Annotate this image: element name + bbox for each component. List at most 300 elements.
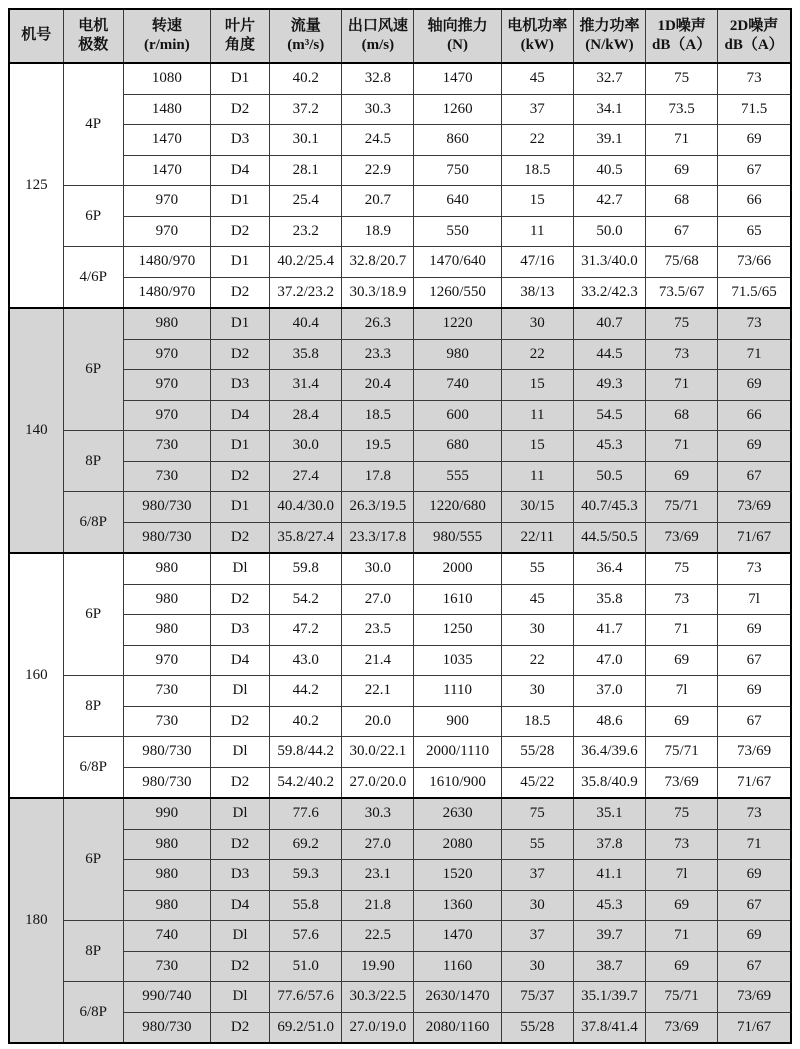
table-row [9, 339, 791, 370]
cell-thrust-power: 44.5/50.5 [573, 522, 645, 553]
cell-noise-2d: 71.5/65 [718, 277, 791, 308]
cell-axial-thrust: 640 [414, 186, 501, 217]
header-motor-poles [63, 9, 123, 63]
cell-blade-angle: D1 [210, 247, 269, 278]
cell-motor-power: 45 [501, 584, 573, 615]
cell-speed: 980/730 [123, 492, 210, 523]
cell-outlet-velocity: 23.3 [342, 339, 414, 370]
cell-speed: 1470 [123, 125, 210, 156]
cell-motor-poles: 6P [63, 308, 123, 431]
table-row [9, 522, 791, 553]
cell-noise-1d: 69 [646, 461, 718, 492]
cell-axial-thrust: 555 [414, 461, 501, 492]
cell-noise-2d: 73/69 [718, 737, 791, 768]
cell-speed: 730 [123, 676, 210, 707]
cell-noise-1d: 69 [646, 706, 718, 737]
cell-motor-power: 75/37 [501, 982, 573, 1013]
header-noise-1d-line: 1D噪声 [657, 17, 706, 34]
cell-noise-2d: 7l [718, 584, 791, 615]
table-row [9, 951, 791, 982]
table-row [9, 370, 791, 401]
cell-noise-1d: 71 [646, 615, 718, 646]
cell-speed: 980/730 [123, 522, 210, 553]
cell-outlet-velocity: 27.0/19.0 [342, 1012, 414, 1043]
cell-axial-thrust: 1220/680 [414, 492, 501, 523]
cell-speed: 980 [123, 890, 210, 921]
cell-motor-power: 45/22 [501, 767, 573, 798]
cell-flow: 69.2 [270, 829, 342, 860]
cell-noise-2d: 67 [718, 461, 791, 492]
cell-outlet-velocity: 26.3/19.5 [342, 492, 414, 523]
header-row [9, 9, 791, 63]
cell-thrust-power: 35.8/40.9 [573, 767, 645, 798]
cell-flow: 25.4 [270, 186, 342, 217]
cell-speed: 970 [123, 645, 210, 676]
cell-speed: 1080 [123, 63, 210, 94]
table-row [9, 247, 791, 278]
cell-blade-angle: D2 [210, 706, 269, 737]
cell-thrust-power: 40.5 [573, 155, 645, 186]
cell-outlet-velocity: 30.0 [342, 553, 414, 584]
cell-blade-angle: Dl [210, 798, 269, 829]
cell-outlet-velocity: 30.3 [342, 798, 414, 829]
cell-axial-thrust: 2000 [414, 553, 501, 584]
cell-noise-1d: 73/69 [646, 767, 718, 798]
cell-noise-2d: 73/69 [718, 492, 791, 523]
cell-axial-thrust: 2630/1470 [414, 982, 501, 1013]
header-flow-line: 流量 [290, 17, 321, 34]
table-row [9, 737, 791, 768]
cell-outlet-velocity: 21.4 [342, 645, 414, 676]
cell-motor-power: 30 [501, 615, 573, 646]
cell-motor-power: 11 [501, 400, 573, 431]
cell-thrust-power: 40.7/45.3 [573, 492, 645, 523]
cell-noise-2d: 69 [718, 125, 791, 156]
cell-motor-power: 45 [501, 63, 573, 94]
cell-thrust-power: 35.1/39.7 [573, 982, 645, 1013]
cell-speed: 990/740 [123, 982, 210, 1013]
cell-outlet-velocity: 20.7 [342, 186, 414, 217]
cell-flow: 43.0 [270, 645, 342, 676]
cell-noise-1d: 71 [646, 431, 718, 462]
cell-axial-thrust: 750 [414, 155, 501, 186]
cell-axial-thrust: 1360 [414, 890, 501, 921]
cell-motor-poles: 8P [63, 676, 123, 737]
cell-noise-1d: 7l [646, 676, 718, 707]
cell-noise-1d: 73/69 [646, 522, 718, 553]
cell-machine-no: 125 [9, 63, 63, 308]
cell-thrust-power: 38.7 [573, 951, 645, 982]
cell-outlet-velocity: 19.5 [342, 431, 414, 462]
cell-flow: 59.8 [270, 553, 342, 584]
cell-noise-1d: 75/71 [646, 492, 718, 523]
cell-noise-1d: 71 [646, 125, 718, 156]
cell-thrust-power: 36.4/39.6 [573, 737, 645, 768]
cell-speed: 990 [123, 798, 210, 829]
cell-noise-1d: 75 [646, 553, 718, 584]
cell-axial-thrust: 860 [414, 125, 501, 156]
cell-speed: 730 [123, 706, 210, 737]
cell-flow: 40.2 [270, 706, 342, 737]
header-blade-angle [210, 9, 269, 63]
cell-blade-angle: D1 [210, 308, 269, 339]
cell-outlet-velocity: 26.3 [342, 308, 414, 339]
table-header [9, 9, 791, 63]
cell-noise-2d: 69 [718, 860, 791, 891]
cell-blade-angle: D2 [210, 522, 269, 553]
cell-motor-power: 22/11 [501, 522, 573, 553]
cell-noise-2d: 73/69 [718, 982, 791, 1013]
cell-noise-1d: 69 [646, 890, 718, 921]
cell-speed: 970 [123, 339, 210, 370]
cell-thrust-power: 39.1 [573, 125, 645, 156]
cell-axial-thrust: 1035 [414, 645, 501, 676]
cell-axial-thrust: 1610/900 [414, 767, 501, 798]
cell-blade-angle: D3 [210, 615, 269, 646]
cell-axial-thrust: 2630 [414, 798, 501, 829]
cell-outlet-velocity: 22.1 [342, 676, 414, 707]
cell-noise-2d: 71 [718, 339, 791, 370]
cell-motor-poles: 6/8P [63, 737, 123, 799]
header-flow-line: (m³/s) [287, 37, 325, 53]
cell-flow: 27.4 [270, 461, 342, 492]
cell-axial-thrust: 1110 [414, 676, 501, 707]
cell-speed: 970 [123, 370, 210, 401]
cell-noise-1d: 73 [646, 339, 718, 370]
header-outlet-velocity [342, 9, 414, 63]
cell-motor-poles: 4P [63, 63, 123, 186]
header-speed-line: (r/min) [143, 37, 190, 53]
table-row [9, 216, 791, 247]
cell-flow: 77.6 [270, 798, 342, 829]
cell-axial-thrust: 980/555 [414, 522, 501, 553]
table-row [9, 308, 791, 339]
cell-noise-1d: 75/71 [646, 737, 718, 768]
cell-motor-power: 22 [501, 125, 573, 156]
cell-noise-1d: 68 [646, 400, 718, 431]
cell-flow: 35.8 [270, 339, 342, 370]
cell-blade-angle: D4 [210, 890, 269, 921]
header-machine-no [9, 9, 63, 63]
header-blade-angle-line: 叶片 [225, 17, 256, 34]
cell-motor-power: 37 [501, 860, 573, 891]
cell-flow: 28.4 [270, 400, 342, 431]
cell-flow: 37.2 [270, 94, 342, 125]
cell-noise-2d: 71/67 [718, 522, 791, 553]
cell-motor-poles: 4/6P [63, 247, 123, 309]
cell-blade-angle: Dl [210, 737, 269, 768]
cell-motor-power: 15 [501, 186, 573, 217]
cell-speed: 740 [123, 921, 210, 952]
header-noise-1d-line: dB（A） [652, 37, 712, 53]
cell-axial-thrust: 680 [414, 431, 501, 462]
cell-motor-poles: 6/8P [63, 492, 123, 554]
cell-blade-angle: D2 [210, 339, 269, 370]
table-row [9, 676, 791, 707]
cell-noise-2d: 69 [718, 676, 791, 707]
cell-noise-2d: 71 [718, 829, 791, 860]
header-noise-2d [718, 9, 791, 63]
cell-blade-angle: Dl [210, 553, 269, 584]
header-motor-power-line: 电机功率 [507, 17, 568, 34]
cell-blade-angle: D2 [210, 951, 269, 982]
cell-outlet-velocity: 32.8 [342, 63, 414, 94]
cell-flow: 47.2 [270, 615, 342, 646]
header-motor-poles-line: 电机 [78, 17, 109, 34]
cell-outlet-velocity: 23.1 [342, 860, 414, 891]
cell-flow: 59.8/44.2 [270, 737, 342, 768]
cell-speed: 980 [123, 308, 210, 339]
cell-blade-angle: D2 [210, 94, 269, 125]
cell-speed: 980 [123, 553, 210, 584]
cell-flow: 40.2 [270, 63, 342, 94]
cell-noise-2d: 73/66 [718, 247, 791, 278]
cell-speed: 970 [123, 400, 210, 431]
cell-blade-angle: Dl [210, 921, 269, 952]
cell-speed: 970 [123, 186, 210, 217]
cell-noise-2d: 65 [718, 216, 791, 247]
cell-motor-power: 15 [501, 431, 573, 462]
cell-blade-angle: D2 [210, 584, 269, 615]
cell-noise-1d: 75/71 [646, 982, 718, 1013]
cell-thrust-power: 37.8/41.4 [573, 1012, 645, 1043]
table-row [9, 584, 791, 615]
cell-axial-thrust: 1470 [414, 63, 501, 94]
cell-noise-2d: 66 [718, 400, 791, 431]
cell-motor-power: 37 [501, 94, 573, 125]
table-body [9, 63, 791, 1043]
cell-thrust-power: 37.8 [573, 829, 645, 860]
table-row [9, 921, 791, 952]
cell-flow: 51.0 [270, 951, 342, 982]
cell-outlet-velocity: 30.0/22.1 [342, 737, 414, 768]
cell-axial-thrust: 1250 [414, 615, 501, 646]
cell-thrust-power: 34.1 [573, 94, 645, 125]
cell-axial-thrust: 2080/1160 [414, 1012, 501, 1043]
cell-axial-thrust: 1470/640 [414, 247, 501, 278]
cell-noise-1d: 75 [646, 798, 718, 829]
cell-motor-power: 38/13 [501, 277, 573, 308]
cell-noise-2d: 67 [718, 951, 791, 982]
cell-thrust-power: 45.3 [573, 890, 645, 921]
cell-noise-2d: 73 [718, 63, 791, 94]
cell-blade-angle: D1 [210, 63, 269, 94]
table-row [9, 860, 791, 891]
cell-outlet-velocity: 21.8 [342, 890, 414, 921]
cell-flow: 40.4/30.0 [270, 492, 342, 523]
cell-noise-2d: 69 [718, 431, 791, 462]
cell-noise-2d: 69 [718, 615, 791, 646]
cell-outlet-velocity: 22.9 [342, 155, 414, 186]
cell-noise-1d: 75 [646, 63, 718, 94]
cell-motor-poles: 6/8P [63, 982, 123, 1044]
cell-motor-poles: 8P [63, 431, 123, 492]
cell-machine-no: 160 [9, 553, 63, 798]
cell-outlet-velocity: 23.5 [342, 615, 414, 646]
cell-outlet-velocity: 27.0 [342, 584, 414, 615]
header-axial-thrust-line: 轴向推力 [427, 17, 488, 34]
header-outlet-velocity-line: 出口风速 [347, 17, 408, 34]
cell-outlet-velocity: 30.3/18.9 [342, 277, 414, 308]
cell-outlet-velocity: 32.8/20.7 [342, 247, 414, 278]
table-row [9, 829, 791, 860]
cell-outlet-velocity: 30.3/22.5 [342, 982, 414, 1013]
table-row [9, 431, 791, 462]
cell-blade-angle: D4 [210, 645, 269, 676]
table-row [9, 492, 791, 523]
cell-blade-angle: D2 [210, 216, 269, 247]
cell-speed: 730 [123, 431, 210, 462]
cell-outlet-velocity: 17.8 [342, 461, 414, 492]
cell-motor-power: 18.5 [501, 155, 573, 186]
cell-axial-thrust: 1260/550 [414, 277, 501, 308]
cell-thrust-power: 39.7 [573, 921, 645, 952]
cell-blade-angle: D1 [210, 431, 269, 462]
table-row [9, 400, 791, 431]
table-row [9, 63, 791, 94]
cell-speed: 730 [123, 951, 210, 982]
cell-axial-thrust: 1470 [414, 921, 501, 952]
cell-motor-poles: 6P [63, 186, 123, 247]
cell-motor-power: 22 [501, 645, 573, 676]
cell-machine-no: 140 [9, 308, 63, 553]
table-row [9, 890, 791, 921]
cell-axial-thrust: 1160 [414, 951, 501, 982]
cell-thrust-power: 44.5 [573, 339, 645, 370]
header-flow [270, 9, 342, 63]
header-speed-line: 转速 [151, 17, 182, 34]
cell-noise-1d: 73.5/67 [646, 277, 718, 308]
table-row [9, 277, 791, 308]
cell-motor-poles: 6P [63, 798, 123, 921]
header-speed [123, 9, 210, 63]
cell-axial-thrust: 2000/1110 [414, 737, 501, 768]
cell-thrust-power: 36.4 [573, 553, 645, 584]
cell-thrust-power: 35.8 [573, 584, 645, 615]
cell-axial-thrust: 550 [414, 216, 501, 247]
table-row [9, 125, 791, 156]
cell-speed: 1470 [123, 155, 210, 186]
cell-noise-1d: 75/68 [646, 247, 718, 278]
cell-thrust-power: 50.5 [573, 461, 645, 492]
cell-outlet-velocity: 24.5 [342, 125, 414, 156]
cell-flow: 40.4 [270, 308, 342, 339]
cell-motor-power: 30 [501, 308, 573, 339]
cell-motor-power: 55 [501, 553, 573, 584]
header-machine-no-line: 机号 [21, 27, 52, 44]
cell-noise-1d: 75 [646, 308, 718, 339]
cell-outlet-velocity: 23.3/17.8 [342, 522, 414, 553]
cell-outlet-velocity: 22.5 [342, 921, 414, 952]
cell-blade-angle: D3 [210, 370, 269, 401]
cell-thrust-power: 48.6 [573, 706, 645, 737]
header-thrust-power [573, 9, 645, 63]
table-row [9, 798, 791, 829]
cell-blade-angle: D4 [210, 400, 269, 431]
cell-outlet-velocity: 30.3 [342, 94, 414, 125]
cell-axial-thrust: 1220 [414, 308, 501, 339]
table-row [9, 186, 791, 217]
cell-blade-angle: D2 [210, 767, 269, 798]
cell-flow: 37.2/23.2 [270, 277, 342, 308]
cell-flow: 30.0 [270, 431, 342, 462]
cell-speed: 980 [123, 615, 210, 646]
cell-motor-power: 30 [501, 676, 573, 707]
cell-motor-poles: 6P [63, 553, 123, 676]
cell-blade-angle: D3 [210, 125, 269, 156]
cell-blade-angle: D2 [210, 461, 269, 492]
cell-noise-1d: 69 [646, 645, 718, 676]
cell-thrust-power: 37.0 [573, 676, 645, 707]
cell-flow: 28.1 [270, 155, 342, 186]
cell-blade-angle: D3 [210, 860, 269, 891]
table-row [9, 706, 791, 737]
header-axial-thrust [414, 9, 501, 63]
cell-speed: 970 [123, 216, 210, 247]
table-row [9, 94, 791, 125]
cell-outlet-velocity: 19.90 [342, 951, 414, 982]
cell-noise-1d: 71 [646, 921, 718, 952]
cell-noise-2d: 66 [718, 186, 791, 217]
cell-thrust-power: 42.7 [573, 186, 645, 217]
cell-flow: 77.6/57.6 [270, 982, 342, 1013]
cell-outlet-velocity: 27.0/20.0 [342, 767, 414, 798]
cell-thrust-power: 41.1 [573, 860, 645, 891]
cell-motor-power: 30/15 [501, 492, 573, 523]
cell-noise-2d: 71/67 [718, 767, 791, 798]
cell-thrust-power: 47.0 [573, 645, 645, 676]
cell-motor-power: 22 [501, 339, 573, 370]
header-outlet-velocity-line: (m/s) [361, 37, 395, 53]
cell-thrust-power: 49.3 [573, 370, 645, 401]
cell-blade-angle: D1 [210, 186, 269, 217]
table-row [9, 982, 791, 1013]
table-row [9, 553, 791, 584]
cell-speed: 1480/970 [123, 247, 210, 278]
cell-noise-2d: 71.5 [718, 94, 791, 125]
cell-motor-power: 55/28 [501, 1012, 573, 1043]
header-motor-poles-line: 极数 [78, 37, 109, 53]
cell-noise-1d: 69 [646, 155, 718, 186]
cell-blade-angle: Dl [210, 982, 269, 1013]
cell-noise-2d: 73 [718, 553, 791, 584]
cell-noise-2d: 67 [718, 890, 791, 921]
cell-thrust-power: 45.3 [573, 431, 645, 462]
cell-axial-thrust: 600 [414, 400, 501, 431]
cell-noise-1d: 73.5 [646, 94, 718, 125]
cell-axial-thrust: 980 [414, 339, 501, 370]
cell-speed: 980/730 [123, 767, 210, 798]
cell-noise-2d: 69 [718, 370, 791, 401]
table-row [9, 155, 791, 186]
cell-machine-no: 180 [9, 798, 63, 1043]
cell-motor-power: 75 [501, 798, 573, 829]
cell-speed: 980 [123, 829, 210, 860]
header-motor-power-line: (kW) [520, 37, 554, 53]
cell-motor-poles: 8P [63, 921, 123, 982]
header-blade-angle-line: 角度 [225, 37, 256, 53]
cell-noise-2d: 67 [718, 645, 791, 676]
cell-flow: 44.2 [270, 676, 342, 707]
table-row [9, 767, 791, 798]
header-noise-2d-line: 2D噪声 [729, 17, 779, 34]
cell-axial-thrust: 1520 [414, 860, 501, 891]
header-thrust-power-line: 推力功率 [579, 17, 640, 34]
cell-motor-power: 11 [501, 461, 573, 492]
cell-flow: 23.2 [270, 216, 342, 247]
fan-spec-table [8, 8, 792, 1044]
cell-noise-1d: 73 [646, 829, 718, 860]
